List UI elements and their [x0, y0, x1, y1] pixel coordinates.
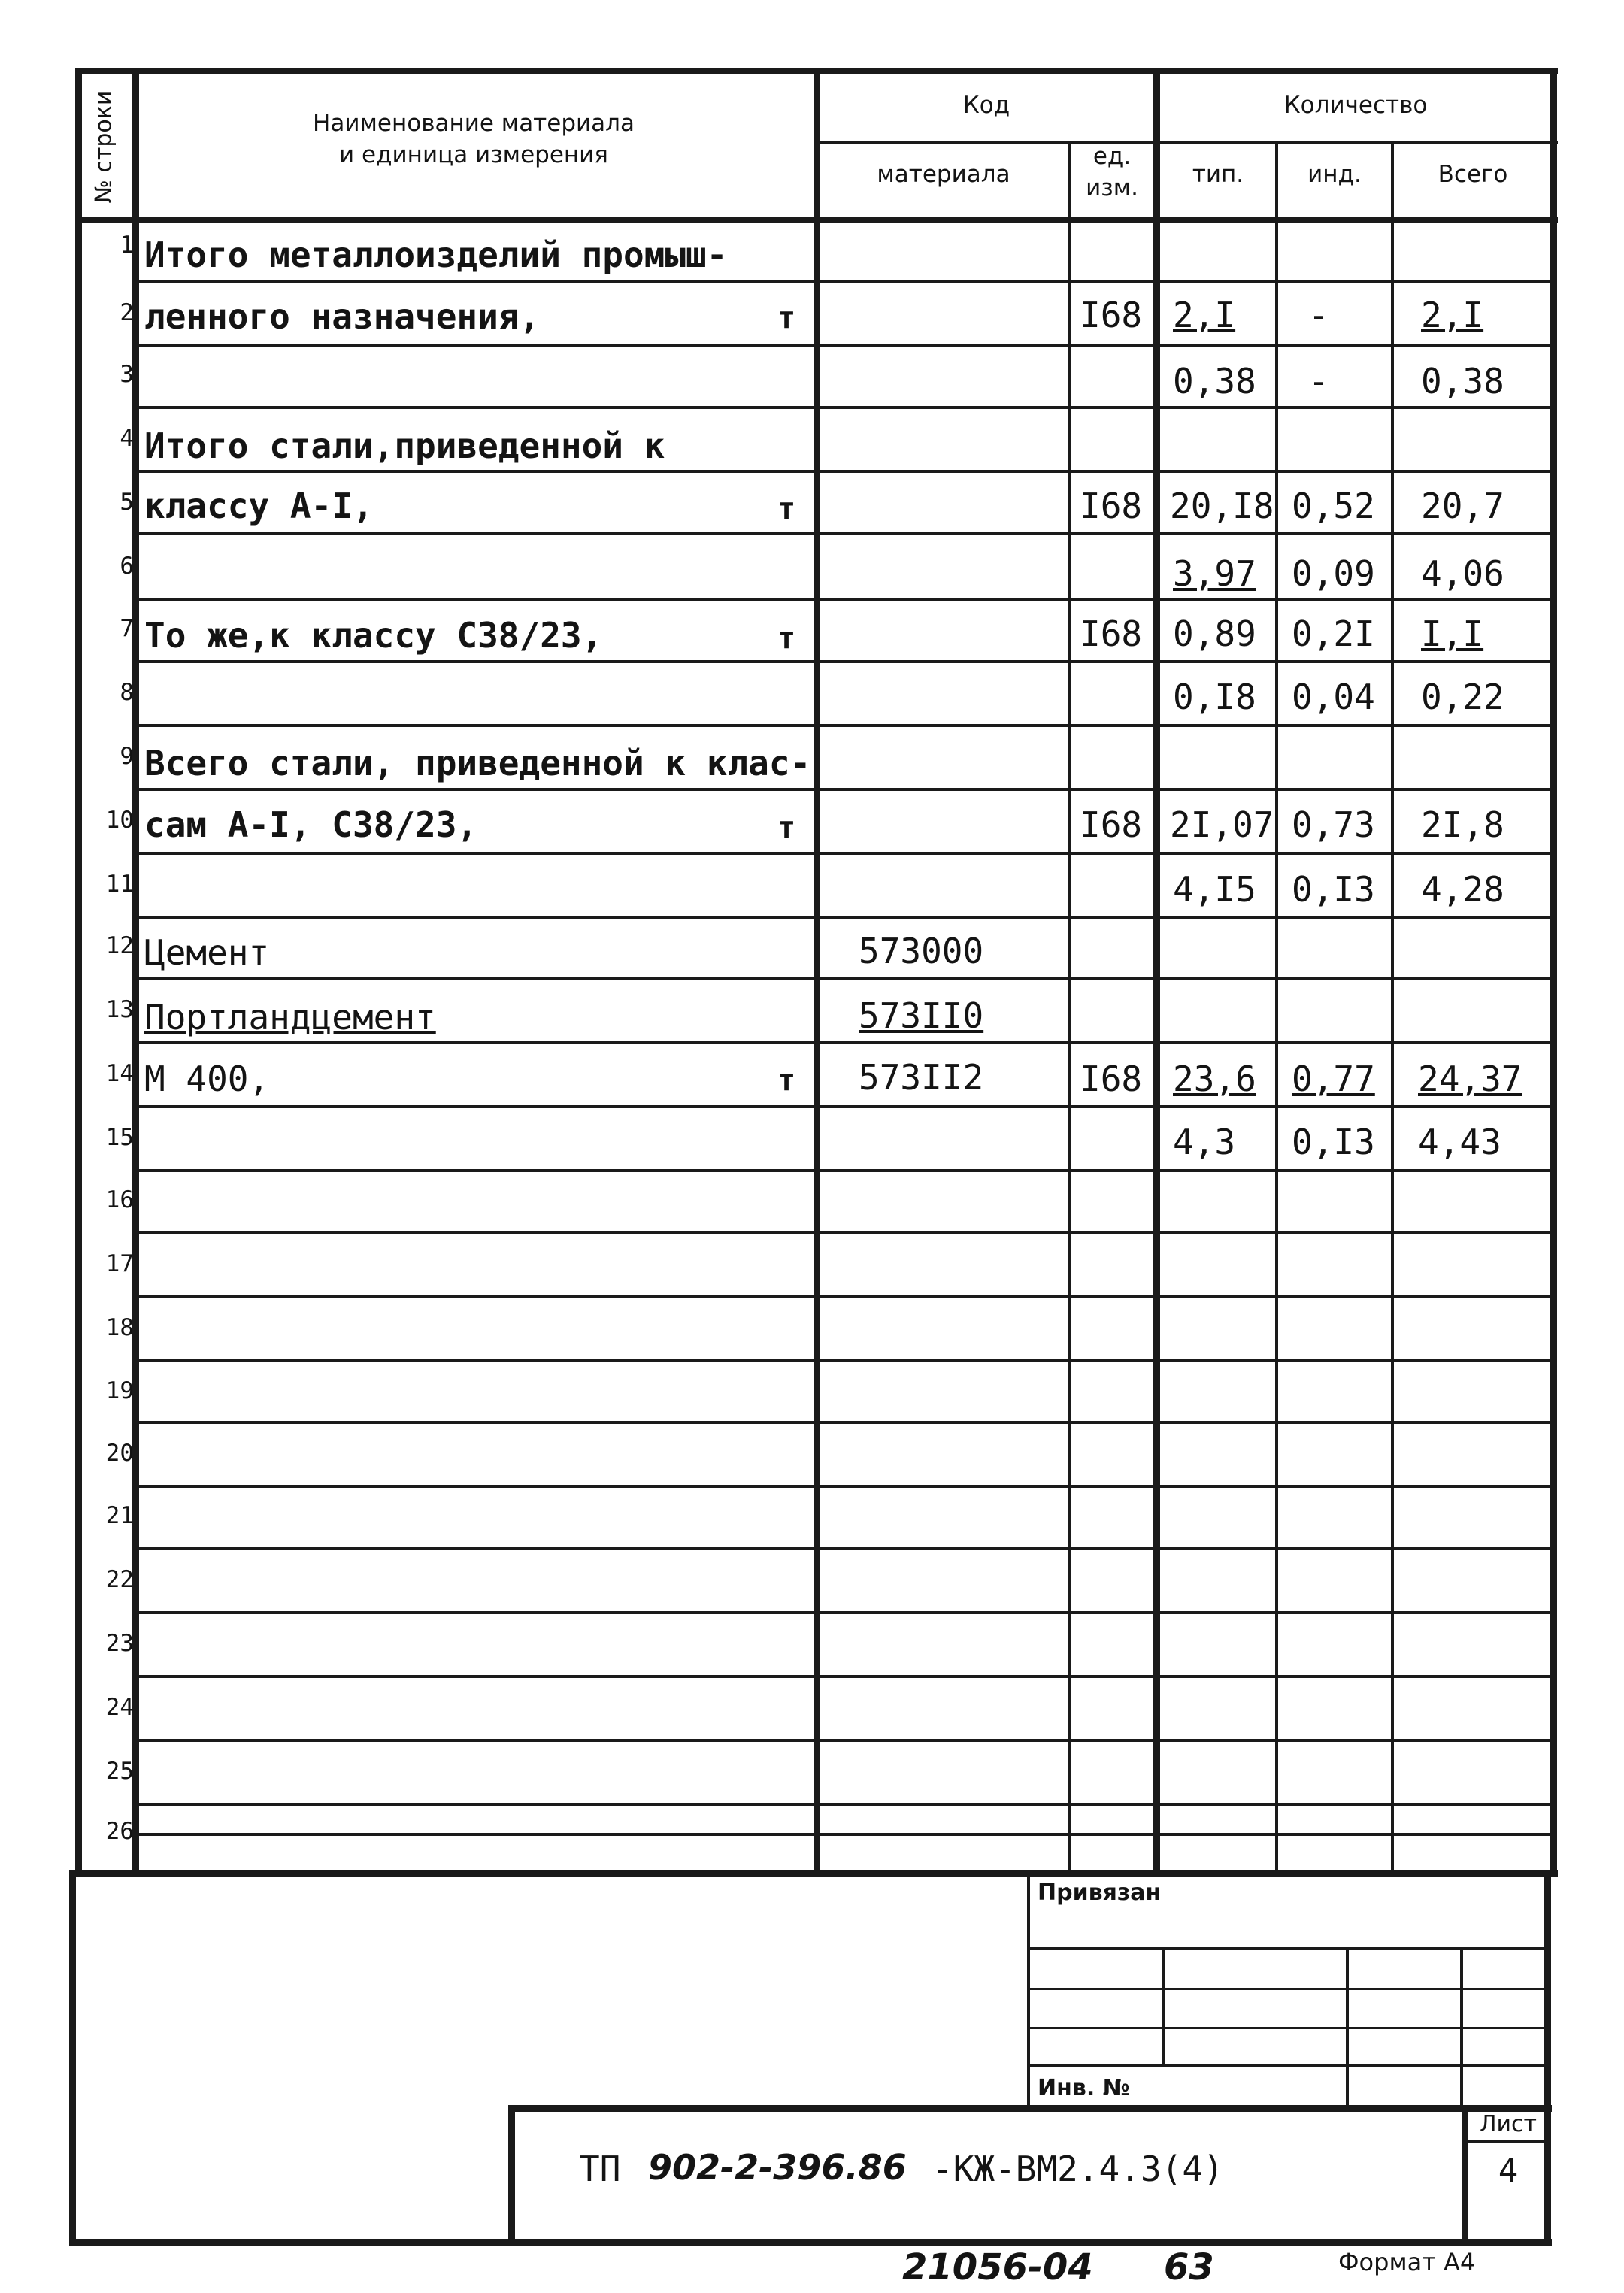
doc-box-left: [508, 2105, 515, 2245]
material-name: Цемент: [144, 932, 270, 973]
name-column-divider: [814, 68, 820, 1877]
row-number: 12: [105, 932, 134, 959]
unit-symbol: т: [777, 810, 796, 845]
row-line: [132, 1611, 1556, 1614]
row-number: 10: [105, 807, 134, 834]
sheet-number: 4: [1498, 2152, 1519, 2190]
bound-box-divider: [1346, 1947, 1349, 2105]
unit-code: I68: [1080, 1059, 1143, 1099]
row-line: [132, 470, 1556, 473]
doc-number-handwritten: 902-2-396.86: [648, 2147, 907, 2188]
material-name: ленного назначения,: [144, 296, 541, 337]
row-number: 25: [105, 1758, 134, 1785]
doc-box-top: [508, 2105, 1552, 2112]
table-bottom-border: [75, 1870, 1558, 1877]
qty-typ: 3,97: [1173, 553, 1256, 594]
row-line: [132, 344, 1556, 347]
row-number: 19: [105, 1377, 134, 1404]
qty-typ: 4,3: [1173, 1122, 1236, 1162]
ind-column-divider: [1391, 141, 1394, 1877]
qty-total: 4,06: [1421, 553, 1504, 594]
row-line: [132, 977, 1556, 980]
row-line: [132, 1421, 1556, 1424]
qty-total: 0,22: [1421, 677, 1504, 717]
typ-column-divider: [1275, 141, 1278, 1877]
row-line: [132, 1803, 1556, 1806]
qty-typ: 2,I: [1173, 295, 1236, 335]
stamp-left-border: [69, 1870, 76, 2245]
material-name: То же,к классу С38/23,: [144, 615, 603, 656]
qty-typ: 0,38: [1173, 361, 1256, 401]
row-number: 24: [105, 1694, 134, 1721]
qty-typ: 2I,07: [1170, 804, 1274, 845]
row-line: [132, 532, 1556, 535]
row-line: [132, 1041, 1556, 1044]
qty-total: 4,43: [1418, 1122, 1501, 1162]
row-line: [132, 1485, 1556, 1488]
qty-ind: 0,77: [1292, 1059, 1375, 1099]
row-number: 6: [120, 553, 134, 580]
bound-box-line: [1027, 2027, 1546, 2029]
handwritten-page: 63: [1164, 2246, 1214, 2288]
row-number: 2: [120, 299, 134, 326]
material-code: 573II2: [859, 1057, 984, 1098]
material-name: Портландцемент: [144, 997, 436, 1037]
unit-code: I68: [1080, 613, 1143, 654]
row-number: 17: [105, 1250, 134, 1277]
material-name: М 400,: [144, 1059, 270, 1099]
name-header-line2: и единица измерения: [339, 141, 608, 168]
row-number: 4: [120, 425, 134, 452]
unit-column-divider: [1153, 68, 1160, 1877]
row-number: 26: [105, 1818, 134, 1845]
row-number: 5: [120, 489, 134, 516]
row-line: [132, 660, 1556, 663]
material-code: 573II0: [859, 995, 984, 1036]
ind-header: инд.: [1307, 161, 1362, 188]
row-line: [132, 1547, 1556, 1550]
total-header: Всего: [1438, 161, 1508, 188]
quantity-header: Количество: [1283, 92, 1428, 119]
unit-symbol: т: [777, 621, 796, 656]
unit-code: I68: [1080, 295, 1143, 335]
qty-total: 2I,8: [1421, 804, 1504, 845]
row-number: 18: [105, 1314, 134, 1341]
code-column-divider: [1068, 141, 1071, 1877]
unit-symbol: т: [777, 301, 796, 335]
row-number: 7: [120, 615, 134, 642]
unit-code: I68: [1080, 486, 1143, 526]
qty-typ: 0,I8: [1173, 677, 1256, 717]
row-line: [132, 788, 1556, 791]
header-sub-divider: [818, 141, 1558, 144]
row-line: [132, 724, 1556, 727]
row-line: [132, 280, 1556, 283]
row-number: 11: [105, 871, 134, 898]
qty-total: 24,37: [1418, 1059, 1522, 1099]
row-line: [132, 1105, 1556, 1108]
row-line: [132, 598, 1556, 601]
material-code: 573000: [859, 931, 984, 971]
qty-ind: 0,2I: [1292, 613, 1375, 654]
row-number: 23: [105, 1630, 134, 1657]
qty-total: I,I: [1421, 613, 1484, 654]
qty-ind: 0,73: [1292, 804, 1375, 845]
bound-box-line: [1027, 1947, 1546, 1950]
qty-ind: 0,I3: [1292, 869, 1375, 910]
typ-header: тип.: [1192, 161, 1244, 188]
row-number: 13: [105, 996, 134, 1023]
row-line: [132, 1295, 1556, 1298]
table-left-border: [75, 68, 82, 1877]
qty-ind: 0,52: [1292, 486, 1375, 526]
sheet-label: Лист: [1479, 2111, 1538, 2137]
material-name: классу A-I,: [144, 486, 374, 526]
row-line: [132, 1359, 1556, 1362]
unit-header-line1: ед.: [1092, 143, 1132, 170]
material-name: Итого металлоизделий промыш-: [144, 235, 728, 275]
qty-typ: 20,I8: [1170, 486, 1274, 526]
bound-box-divider: [1460, 1947, 1463, 2105]
table-right-border: [1550, 68, 1557, 1877]
row-number: 1: [120, 232, 134, 259]
row-number: 20: [105, 1440, 134, 1467]
row-number: 15: [105, 1124, 134, 1151]
bound-label: Привязан: [1038, 1880, 1162, 1906]
qty-typ: 23,6: [1173, 1059, 1256, 1099]
qty-ind: 0,09: [1292, 553, 1375, 594]
qty-typ: 0,89: [1173, 613, 1256, 654]
qty-ind: -: [1308, 361, 1329, 401]
bound-box-divider: [1162, 1947, 1165, 2064]
qty-ind: 0,I3: [1292, 1122, 1375, 1162]
stamp-bottom-border: [69, 2239, 1552, 2246]
doc-suffix: -КЖ-ВМ2.4.3(4): [932, 2149, 1224, 2189]
row-line: [132, 852, 1556, 855]
row-number: 22: [105, 1566, 134, 1593]
inv-number-label: Инв. №: [1038, 2075, 1130, 2101]
row-line: [132, 406, 1556, 409]
row-number-header: [72, 83, 135, 211]
qty-typ: 4,I5: [1173, 869, 1256, 910]
row-number-header-label: № строки: [90, 90, 117, 204]
qty-total: 2,I: [1421, 295, 1484, 335]
sheet-box-divider: [1462, 2140, 1550, 2143]
row-line: [132, 1833, 1556, 1836]
row-line: [132, 1739, 1556, 1742]
material-name: сам A-I, С38/23,: [144, 804, 478, 845]
qty-total: 20,7: [1421, 486, 1504, 526]
code-header: Код: [962, 92, 1010, 119]
row-number: 21: [105, 1502, 134, 1529]
doc-prefix: ТП: [579, 2149, 621, 2189]
row-line: [132, 916, 1556, 919]
handwritten-number: 21056-04: [902, 2246, 1093, 2288]
qty-ind: -: [1308, 295, 1329, 335]
row-number: 14: [105, 1060, 134, 1087]
rownum-column-divider: [132, 68, 139, 1877]
qty-ind: 0,04: [1292, 677, 1375, 717]
unit-symbol: т: [777, 492, 796, 526]
name-header-line1: Наименование материала: [313, 110, 635, 137]
bound-box-line: [1027, 1988, 1546, 1990]
format-label: Формат А4: [1338, 2248, 1476, 2276]
material-name: Итого стали,приведенной к: [144, 426, 665, 466]
row-number: 3: [120, 361, 134, 388]
unit-code: I68: [1080, 804, 1143, 845]
row-number: 9: [120, 743, 134, 770]
qty-total: 0,38: [1421, 361, 1504, 401]
material-name: Всего стали, приведенной к клас-: [144, 743, 811, 783]
unit-symbol: т: [777, 1063, 796, 1098]
bound-box-line: [1027, 2064, 1546, 2067]
material-code-header: материала: [877, 161, 1010, 188]
row-line: [132, 1169, 1556, 1172]
row-number: 16: [105, 1186, 134, 1213]
row-number: 8: [120, 679, 134, 706]
row-line: [132, 1231, 1556, 1234]
unit-header-line2: изм.: [1086, 174, 1138, 201]
row-line: [132, 1675, 1556, 1678]
qty-total: 4,28: [1421, 869, 1504, 910]
